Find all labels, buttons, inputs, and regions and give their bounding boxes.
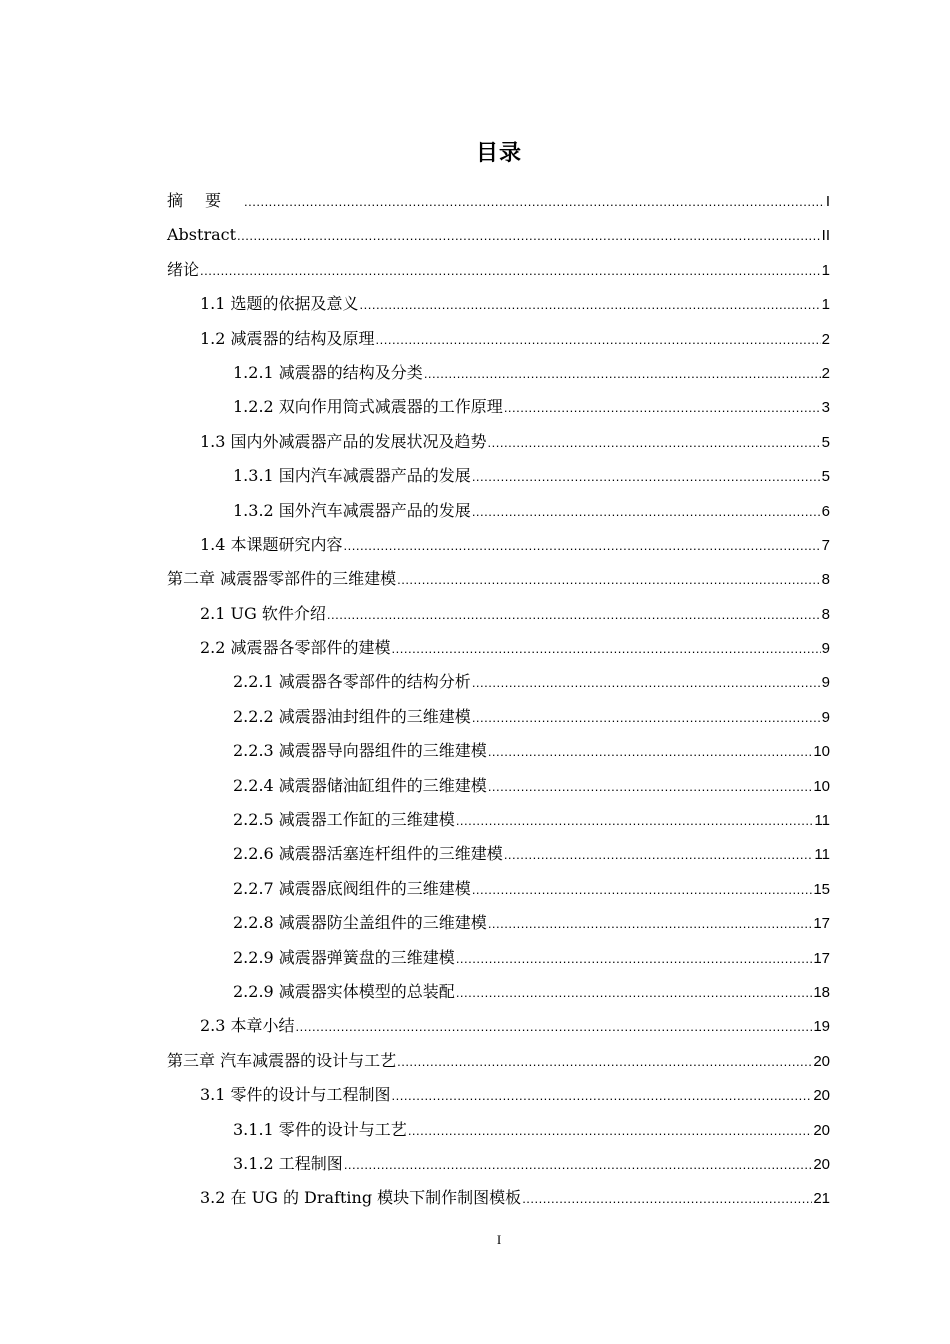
toc-entry-page: 11: [814, 846, 830, 864]
toc-entry-page: 1: [821, 261, 830, 279]
toc-leader-dots: [472, 701, 821, 735]
toc-entry-label: 3.1 零件的设计与工程制图: [200, 1085, 391, 1105]
toc-leader-dots: [456, 804, 814, 838]
toc-leader-dots: [344, 529, 821, 563]
toc-entry-label: 1.2.2 双向作用筒式减震器的工作原理: [233, 397, 503, 417]
toc-leader-dots: [360, 288, 821, 322]
toc-entry[interactable]: [167, 837, 830, 871]
toc-leader-dots: [296, 1010, 813, 1044]
toc-entry-label: 1.4 本课题研究内容: [200, 534, 343, 554]
toc-entry[interactable]: [167, 1044, 830, 1078]
toc-entry[interactable]: [167, 1181, 830, 1215]
toc-entry-page: 18: [813, 983, 830, 1001]
toc-leader-dots: [488, 735, 813, 769]
toc-entry[interactable]: [167, 700, 830, 734]
toc-entry-page: 9: [821, 708, 830, 726]
toc-leader-dots: [376, 323, 821, 357]
toc-entry-page: 8: [821, 605, 830, 623]
toc-entry[interactable]: [167, 459, 830, 493]
toc-entry[interactable]: [167, 356, 830, 390]
toc-entry-label: 2.2 减震器各零部件的建模: [200, 638, 391, 658]
toc-entry[interactable]: [167, 322, 830, 356]
toc-leader-dots: [397, 563, 821, 597]
toc-leader-dots: [504, 838, 814, 872]
toc-entry-page: 20: [813, 1155, 830, 1173]
toc-entry-page: 20: [813, 1121, 830, 1139]
toc-entry-page: 17: [813, 915, 830, 933]
toc-entry-label: 2.2.4 减震器储油缸组件的三维建模: [233, 775, 487, 795]
toc-entry[interactable]: [167, 562, 830, 596]
toc-entry-label: 1.3.2 国外汽车减震器产品的发展: [233, 500, 471, 520]
toc-leader-dots: [244, 185, 825, 219]
toc-leader-dots: [488, 907, 813, 941]
toc-entry[interactable]: [167, 218, 830, 252]
toc-entry-page: 20: [813, 1052, 830, 1070]
toc-entry-page: 8: [821, 571, 830, 589]
toc-entry[interactable]: [167, 184, 830, 218]
toc-entry[interactable]: [167, 872, 830, 906]
toc-entry-page: 19: [813, 1018, 830, 1036]
toc-entry[interactable]: [167, 390, 830, 424]
toc-leader-dots: [472, 495, 821, 529]
toc-entry-page: 5: [821, 433, 830, 451]
page-number: I: [496, 1232, 502, 1247]
toc-title: 目录: [475, 141, 522, 166]
toc-entry-label: 1.3.1 国内汽车减震器产品的发展: [233, 466, 471, 486]
toc-entry-page: I: [825, 193, 830, 210]
toc-entry[interactable]: [167, 941, 830, 975]
toc-entry[interactable]: [167, 665, 830, 699]
toc-entry-page: 2: [821, 364, 830, 382]
toc-entry-page: 15: [813, 880, 830, 898]
toc-entry-page: 6: [821, 502, 830, 520]
toc-entry[interactable]: [167, 906, 830, 940]
toc-entry-label: 1.2.1 减震器的结构及分类: [233, 362, 423, 382]
toc-entry-label: 1.3 国内外减震器产品的发展状况及趋势: [200, 431, 487, 451]
toc-entry[interactable]: [167, 494, 830, 528]
toc-entry[interactable]: [167, 975, 830, 1009]
toc-leader-dots: [200, 254, 821, 288]
toc-leader-dots: [424, 357, 821, 391]
toc-leader-dots: [456, 976, 813, 1010]
toc-entry-page: 2: [821, 330, 830, 348]
toc-entry[interactable]: [167, 253, 830, 287]
toc-entry-label: 摘要: [167, 191, 244, 210]
toc-entry-label: 2.2.3 减震器导向器组件的三维建模: [233, 741, 487, 761]
toc-entry-label: 2.1 UG 软件介绍: [200, 603, 326, 623]
toc-leader-dots: [456, 942, 813, 976]
toc-entry[interactable]: [167, 734, 830, 768]
toc-leader-dots: [504, 391, 821, 425]
toc-entry[interactable]: [167, 1147, 830, 1181]
toc-entry-page: 5: [821, 468, 830, 486]
toc-leader-dots: [472, 666, 821, 700]
toc-entry-label: 3.1.1 零件的设计与工艺: [233, 1119, 407, 1139]
toc-entry-label: 3.1.2 工程制图: [233, 1153, 343, 1173]
toc-entry[interactable]: [167, 597, 830, 631]
toc-leader-dots: [397, 1045, 812, 1079]
toc-leader-dots: [488, 770, 813, 804]
toc-entry-label: 2.3 本章小结: [200, 1016, 295, 1036]
toc-entry-label: 2.2.8 减震器防尘盖组件的三维建模: [233, 913, 487, 933]
toc-leader-dots: [472, 460, 821, 494]
toc-leader-dots: [472, 873, 813, 907]
toc-entry-label: 2.2.6 减震器活塞连杆组件的三维建模: [233, 844, 503, 864]
toc-entry-page: 3: [821, 399, 830, 417]
toc-leader-dots: [392, 632, 821, 666]
toc-entry-page: 11: [814, 812, 830, 830]
toc-entry[interactable]: [167, 803, 830, 837]
toc-entry-label: 2.2.7 减震器底阀组件的三维建模: [233, 878, 471, 898]
toc-entry-label: 绪论: [167, 259, 200, 279]
toc-entry-label: 1.2 减震器的结构及原理: [200, 328, 375, 348]
toc-entry-label: 2.2.1 减震器各零部件的结构分析: [233, 672, 471, 692]
toc-leader-dots: [237, 219, 821, 253]
toc-entry-label: 1.1 选题的依据及意义: [200, 294, 359, 314]
toc-leader-dots: [522, 1182, 812, 1216]
toc-entry-page: 1: [821, 296, 830, 314]
toc-entry-page: 20: [813, 1087, 830, 1105]
toc-leader-dots: [488, 426, 821, 460]
toc-entry-page: 9: [821, 640, 830, 658]
toc-entry-label: 2.2.2 减震器油封组件的三维建模: [233, 706, 471, 726]
toc-entry[interactable]: [167, 1113, 830, 1147]
toc-entry-label: 2.2.9 减震器实体模型的总装配: [233, 981, 455, 1001]
toc-entry-page: 9: [821, 674, 830, 692]
toc-entry-page: 17: [813, 949, 830, 967]
toc-entry-page: 10: [813, 743, 830, 761]
toc-entry-label: 第二章 减震器零部件的三维建模: [167, 569, 397, 589]
toc-entry-page: II: [821, 227, 830, 245]
toc-entry-label: 第三章 汽车减震器的设计与工艺: [167, 1050, 397, 1070]
toc-entry-page: 21: [813, 1190, 830, 1208]
toc-entry-label: 3.2 在 UG 的 Drafting 模块下制作制图模板: [200, 1188, 522, 1208]
toc-entry[interactable]: [167, 1078, 830, 1112]
toc-leader-dots: [392, 1079, 813, 1113]
toc-leader-dots: [344, 1148, 813, 1182]
toc-entry-label: 2.2.9 减震器弹簧盘的三维建模: [233, 947, 455, 967]
toc-entry[interactable]: [167, 425, 830, 459]
toc-entry[interactable]: [167, 631, 830, 665]
toc-entry-label: Abstract: [167, 225, 237, 245]
toc-entry-page: 7: [821, 536, 830, 554]
toc-entry[interactable]: [167, 1009, 830, 1043]
toc-leader-dots: [327, 598, 821, 632]
toc-entry[interactable]: [167, 528, 830, 562]
toc-entry[interactable]: [167, 769, 830, 803]
table-of-contents: [167, 184, 830, 1216]
toc-leader-dots: [408, 1114, 813, 1148]
toc-entry-label: 2.2.5 减震器工作缸的三维建模: [233, 810, 455, 830]
toc-entry[interactable]: [167, 287, 830, 321]
toc-entry-page: 10: [813, 777, 830, 795]
